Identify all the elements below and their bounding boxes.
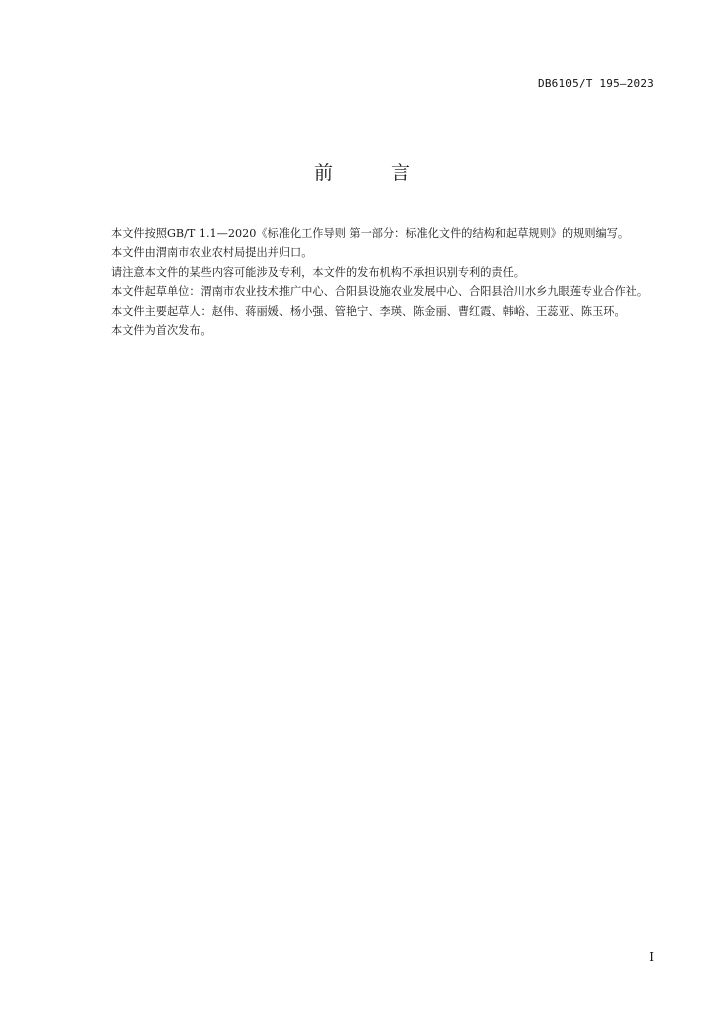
foreword-body <box>87 224 657 340</box>
paragraph-drafting-units: 本文件起草单位：渭南市农业技术推广中心、合阳县设施农业发展中心、合阳县洽川水乡九眼莲专业合作社。 <box>111 285 649 299</box>
paragraph-patent-notice: 请注意本文件的某些内容可能涉及专利，本文件的发布机构不承担识别专利的责任。 <box>111 265 525 279</box>
page-number: I <box>649 950 654 964</box>
paragraph-drafters: 本文件主要起草人：赵伟、蒋丽媛、杨小强、管艳宁、李瑛、陈金丽、曹红霞、韩峪、王蕊亚、陈玉环。 <box>111 304 626 318</box>
paragraph-proposer: 本文件由渭南市农业农村局提出并归口。 <box>111 246 313 260</box>
section-title: 前 言 <box>313 162 437 184</box>
paragraph-first-release: 本文件为首次发布。 <box>111 324 212 338</box>
paragraph-drafting-rules: 本文件按照GB/T 1.1—2020《标准化工作导则 第一部分：标准化文件的结构和起草规则》的规则编写。 <box>111 227 630 240</box>
document-number: DB6105/T 195—2023 <box>538 77 654 90</box>
